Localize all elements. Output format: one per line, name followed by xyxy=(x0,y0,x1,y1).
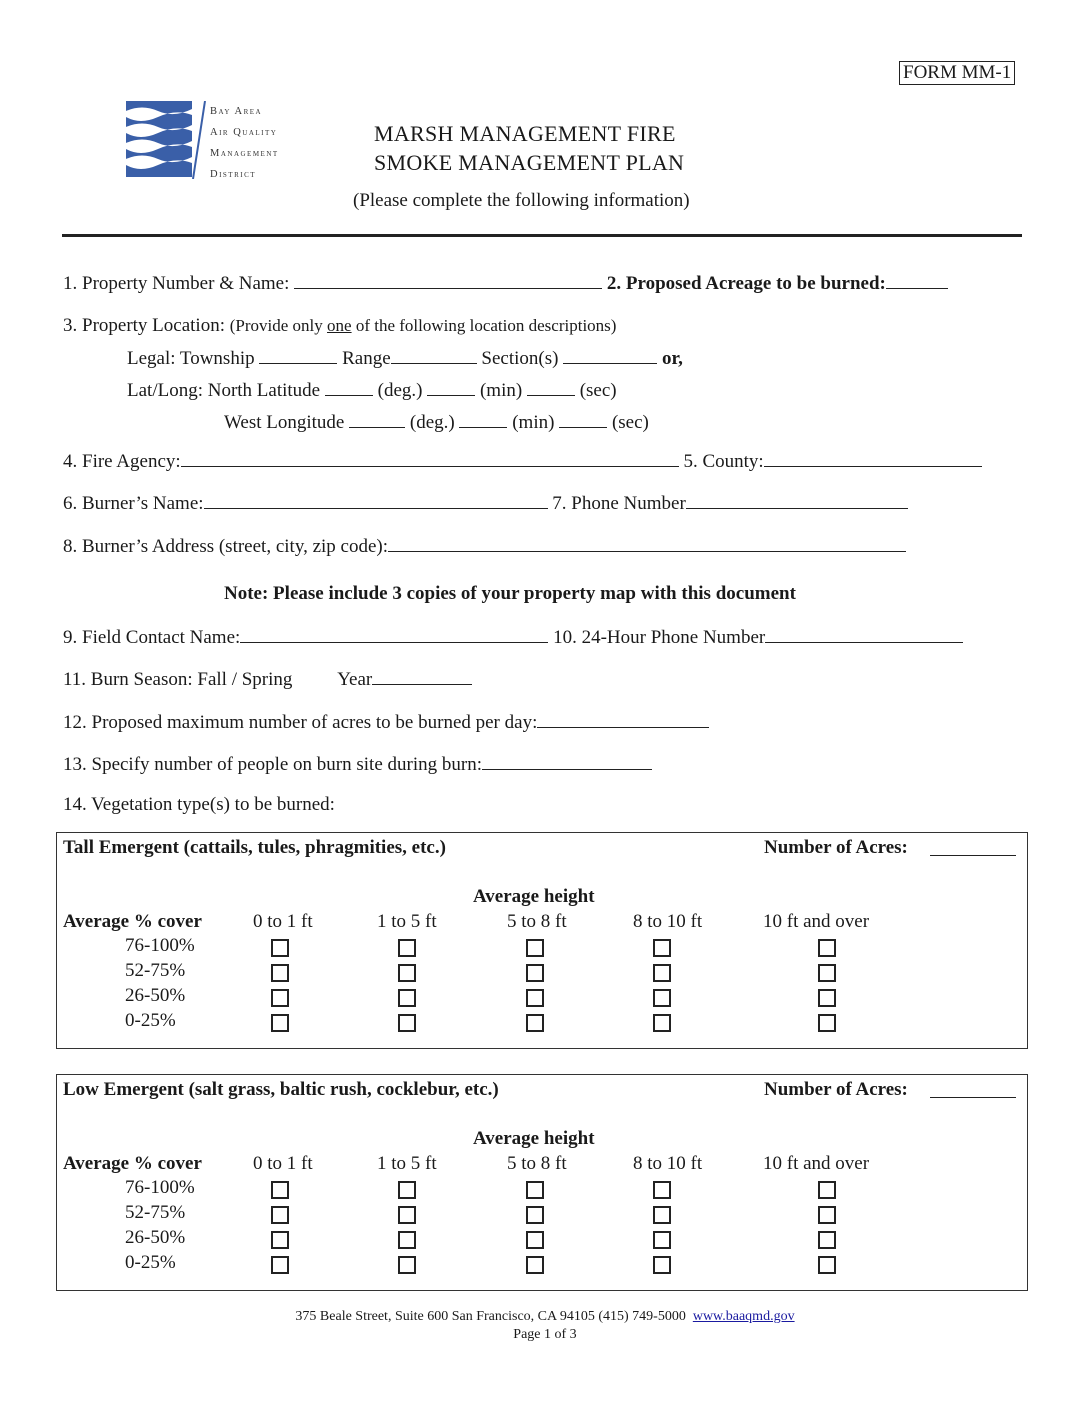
cover-height-checkbox[interactable] xyxy=(653,1256,671,1274)
footer-line xyxy=(0,1308,1090,1326)
q9-row xyxy=(63,624,963,650)
cover-height-checkbox[interactable] xyxy=(271,1256,289,1274)
cover-height-checkbox[interactable] xyxy=(526,1256,544,1274)
cover-height-checkbox[interactable] xyxy=(818,939,836,957)
cover-height-checkbox[interactable] xyxy=(398,1231,416,1249)
address-field[interactable] xyxy=(388,533,906,552)
logo-text xyxy=(210,101,279,185)
q3-row xyxy=(63,314,616,338)
header-divider xyxy=(62,234,1022,237)
cover-height-checkbox[interactable] xyxy=(526,1231,544,1249)
cover-height-checkbox[interactable] xyxy=(398,964,416,982)
logo-line: Bay Area xyxy=(210,106,263,117)
logo-line: Air Quality xyxy=(210,127,278,138)
title-line: MARSH MANAGEMENT FIRE xyxy=(374,121,676,146)
height-column-header: 8 to 10 ft xyxy=(633,1153,703,1174)
cover-height-checkbox[interactable] xyxy=(818,1256,836,1274)
q4-row xyxy=(63,448,982,474)
west-longitude-label: West Longitude xyxy=(224,412,345,433)
height-column-header: 5 to 8 ft xyxy=(507,911,567,932)
cover-height-checkbox[interactable] xyxy=(526,989,544,1007)
cover-height-checkbox[interactable] xyxy=(653,989,671,1007)
phone-field[interactable] xyxy=(686,490,908,509)
north-latitude-label: Lat/Long: North Latitude xyxy=(127,380,321,401)
q3-hint-emphasis: one xyxy=(327,316,352,335)
people-count-field[interactable] xyxy=(482,751,652,770)
average-cover-label: Average % cover xyxy=(63,911,202,932)
q13-label: 13. Specify number of people on burn site during burn: xyxy=(63,754,482,775)
cover-height-checkbox[interactable] xyxy=(271,1206,289,1224)
q7-label: 7. Phone Number xyxy=(552,493,686,514)
property-name-field[interactable] xyxy=(294,270,602,289)
page-footer xyxy=(0,1308,1090,1344)
township-field[interactable] xyxy=(259,345,337,364)
legal-row xyxy=(127,345,683,371)
north-latitude-row xyxy=(127,377,617,403)
acreage-field[interactable] xyxy=(886,270,948,289)
sec-label: (sec) xyxy=(611,412,649,433)
cover-height-checkbox[interactable] xyxy=(653,1014,671,1032)
form-title xyxy=(374,119,684,177)
q6-label: 6. Burner’s Name: xyxy=(63,493,204,514)
q1-label: 1. Property Number & Name: xyxy=(63,273,290,294)
cover-height-checkbox[interactable] xyxy=(653,1206,671,1224)
acres-field[interactable] xyxy=(930,1079,1016,1098)
cover-height-checkbox[interactable] xyxy=(398,1181,416,1199)
q11-row xyxy=(63,666,472,692)
logo-line: District xyxy=(210,169,257,180)
baaqmd-logo xyxy=(126,101,291,186)
long-sec-field[interactable] xyxy=(559,409,607,428)
q1-row xyxy=(63,270,948,296)
q5-label: 5. County: xyxy=(683,451,764,472)
baaqmd-waves-logo-icon xyxy=(126,101,206,179)
cover-height-checkbox[interactable] xyxy=(818,1206,836,1224)
legal-township-label: Legal: Township xyxy=(127,348,255,369)
acres-per-day-field[interactable] xyxy=(537,709,709,728)
cover-row-label: 76-100% xyxy=(125,935,195,956)
cover-height-checkbox[interactable] xyxy=(398,1206,416,1224)
form-subtitle: (Please complete the following information) xyxy=(353,190,690,211)
cover-row-label: 52-75% xyxy=(125,1202,186,1223)
min-label: (min) xyxy=(479,380,523,401)
range-field[interactable] xyxy=(391,345,477,364)
footer-website-link[interactable]: www.baaqmd.gov xyxy=(692,1309,795,1324)
lat-min-field[interactable] xyxy=(427,377,475,396)
min-label: (min) xyxy=(512,412,555,433)
cover-height-checkbox[interactable] xyxy=(526,964,544,982)
cover-height-checkbox[interactable] xyxy=(271,989,289,1007)
cover-height-checkbox[interactable] xyxy=(271,964,289,982)
cover-height-checkbox[interactable] xyxy=(271,1181,289,1199)
q3-hint xyxy=(230,316,617,335)
cover-row-label: 76-100% xyxy=(125,1177,195,1198)
sec-label: (sec) xyxy=(579,380,617,401)
cover-height-checkbox[interactable] xyxy=(653,1181,671,1199)
cover-height-checkbox[interactable] xyxy=(271,939,289,957)
cover-row-label: 0-25% xyxy=(125,1252,176,1273)
range-label: Range xyxy=(342,348,391,369)
cover-height-checkbox[interactable] xyxy=(653,1231,671,1249)
cover-height-checkbox[interactable] xyxy=(818,1181,836,1199)
cover-height-checkbox[interactable] xyxy=(398,1014,416,1032)
cover-height-checkbox[interactable] xyxy=(526,1014,544,1032)
cover-height-checkbox[interactable] xyxy=(818,1014,836,1032)
map-note: Note: Please include 3 copies of your property map with this document xyxy=(224,583,796,604)
number-of-acres-label: Number of Acres: xyxy=(764,837,908,858)
vegetation-table-low xyxy=(56,1074,1028,1291)
q3-hint-part: (Provide only xyxy=(229,316,328,335)
west-longitude-row xyxy=(224,409,649,435)
q14-label: 14. Vegetation type(s) to be burned: xyxy=(63,794,335,815)
q12-row xyxy=(63,709,709,735)
q12-label: 12. Proposed maximum number of acres to be burned per day: xyxy=(63,712,538,733)
cover-height-checkbox[interactable] xyxy=(398,939,416,957)
deg-label: (deg.) xyxy=(409,412,455,433)
cover-height-checkbox[interactable] xyxy=(398,1256,416,1274)
cover-height-checkbox[interactable] xyxy=(818,1231,836,1249)
lat-deg-field[interactable] xyxy=(325,377,373,396)
cover-height-checkbox[interactable] xyxy=(526,939,544,957)
cover-height-checkbox[interactable] xyxy=(526,1181,544,1199)
cover-height-checkbox[interactable] xyxy=(653,939,671,957)
height-column-header: 10 ft and over xyxy=(763,1153,870,1174)
footer-address: 375 Beale Street, Suite 600 San Francisco, CA 94105 (415) 749-5000 xyxy=(295,1309,686,1324)
cover-height-checkbox[interactable] xyxy=(271,1231,289,1249)
title-line: SMOKE MANAGEMENT PLAN xyxy=(374,150,685,175)
height-column-header: 1 to 5 ft xyxy=(377,1153,437,1174)
average-cover-label: Average % cover xyxy=(63,1153,202,1174)
height-column-header: 1 to 5 ft xyxy=(377,911,437,932)
fire-agency-field[interactable] xyxy=(181,448,679,467)
lat-sec-field[interactable] xyxy=(527,377,575,396)
cover-row-label: 0-25% xyxy=(125,1010,176,1031)
acres-field[interactable] xyxy=(930,837,1016,856)
q10-label: 10. 24-Hour Phone Number xyxy=(553,627,766,648)
vegetation-heading: Tall Emergent (cattails, tules, phragmities, etc.) xyxy=(63,837,446,858)
q3-hint-part: of the following location descriptions) xyxy=(351,316,617,335)
deg-label: (deg.) xyxy=(377,380,423,401)
height-column-header: 8 to 10 ft xyxy=(633,911,703,932)
average-height-label: Average height xyxy=(473,886,595,907)
height-column-header: 5 to 8 ft xyxy=(507,1153,567,1174)
cover-row-label: 26-50% xyxy=(125,985,186,1006)
q11-label: 11. Burn Season: Fall / Spring xyxy=(63,669,293,690)
q9-label: 9. Field Contact Name: xyxy=(63,627,241,648)
cover-height-checkbox[interactable] xyxy=(271,1014,289,1032)
height-column-header: 0 to 1 ft xyxy=(253,911,313,932)
long-min-field[interactable] xyxy=(459,409,507,428)
field-contact-field[interactable] xyxy=(240,624,548,643)
year-label: Year xyxy=(337,669,373,690)
q6-row xyxy=(63,490,908,516)
q4-label: 4. Fire Agency: xyxy=(63,451,181,472)
q3-label: 3. Property Location: xyxy=(63,315,225,336)
cover-height-checkbox[interactable] xyxy=(818,964,836,982)
long-deg-field[interactable] xyxy=(349,409,405,428)
year-field[interactable] xyxy=(372,666,472,685)
number-of-acres-label: Number of Acres: xyxy=(764,1079,908,1100)
q13-row xyxy=(63,751,652,777)
logo-line: Management xyxy=(210,148,279,159)
cover-height-checkbox[interactable] xyxy=(526,1206,544,1224)
vegetation-heading: Low Emergent (salt grass, baltic rush, cocklebur, etc.) xyxy=(63,1079,499,1100)
height-column-header: 10 ft and over xyxy=(763,911,870,932)
vegetation-table-tall xyxy=(56,832,1028,1049)
or-label: or, xyxy=(661,348,683,369)
cover-height-checkbox[interactable] xyxy=(818,989,836,1007)
section-field[interactable] xyxy=(563,345,657,364)
q8-row xyxy=(63,533,906,559)
q2-label: 2. Proposed Acreage to be burned: xyxy=(606,273,886,294)
height-column-header: 0 to 1 ft xyxy=(253,1153,313,1174)
q8-label: 8. Burner’s Address (street, city, zip code): xyxy=(63,536,389,557)
county-field[interactable] xyxy=(764,448,982,467)
cover-height-checkbox[interactable] xyxy=(398,989,416,1007)
burner-name-field[interactable] xyxy=(204,490,548,509)
form-id-label: FORM MM-1 xyxy=(899,61,1015,85)
24hr-phone-field[interactable] xyxy=(765,624,963,643)
footer-page-number: Page 1 of 3 xyxy=(513,1327,577,1342)
cover-row-label: 52-75% xyxy=(125,960,186,981)
cover-height-checkbox[interactable] xyxy=(653,964,671,982)
cover-row-label: 26-50% xyxy=(125,1227,186,1248)
average-height-label: Average height xyxy=(473,1128,595,1149)
section-label: Section(s) xyxy=(481,348,559,369)
